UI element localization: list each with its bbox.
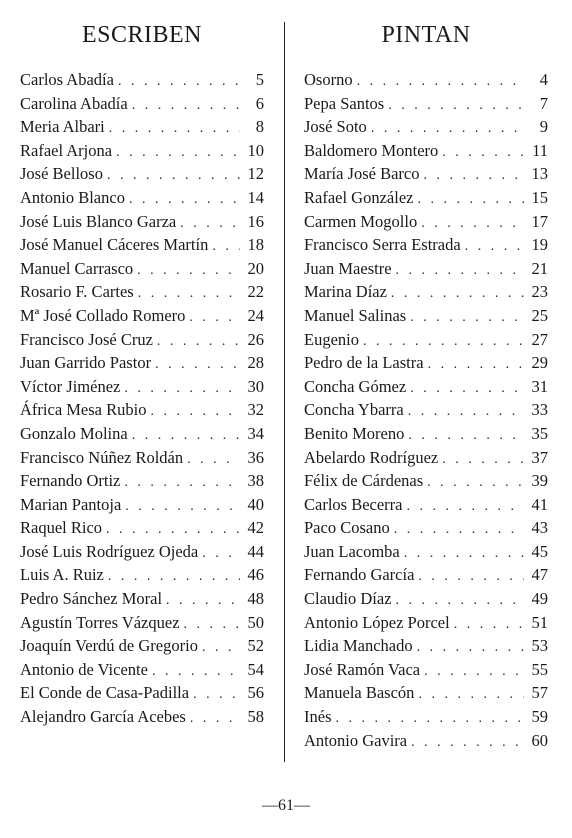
dot-leader [408,428,524,444]
entry-name: Pedro Sánchez Moral [20,589,163,609]
entry-name: José Belloso [20,164,103,184]
entry-page: 12 [247,164,264,184]
entry-name: Fernando Ortiz [20,471,121,491]
entry-name: José Ramón Vaca [304,659,421,679]
entry-name: Juan Lacomba [304,541,400,561]
dot-leader [108,569,240,585]
dot-leader [410,310,524,326]
index-entry [304,141,548,165]
index-entry [304,518,548,542]
dot-leader [417,192,524,208]
entry-page: 40 [247,494,264,514]
entry-page: 33 [531,400,548,420]
entry-page: 35 [531,423,548,443]
dot-leader [155,357,240,373]
entry-page: 57 [531,683,548,703]
entry-page: 25 [531,305,548,325]
dot-leader [394,522,524,538]
entry-name: Luis A. Ruiz [20,565,104,585]
index-entry [304,377,548,401]
index-entry [304,282,548,306]
index-entry [20,683,264,707]
entry-page: 52 [247,636,264,656]
index-entry [304,589,548,613]
index-entry [304,117,548,141]
entry-page: 13 [531,164,548,184]
index-entry [304,164,548,188]
entry-name: Manuel Carrasco [20,258,134,278]
entry-name: Francisco Núñez Roldán [20,447,184,467]
entry-name: Paco Cosano [304,518,390,538]
entry-page: 32 [247,400,264,420]
index-entry [304,353,548,377]
entry-page: 41 [531,494,548,514]
index-entry [304,70,548,94]
dot-leader [421,216,524,232]
entry-page: 26 [247,329,264,349]
entry-page: 48 [247,589,264,609]
dot-leader [391,286,524,302]
index-entry [304,613,548,637]
entry-page: 44 [247,541,264,561]
index-entry [20,94,264,118]
dot-leader [132,98,240,114]
painters-list [304,70,548,754]
index-entry [304,212,548,236]
index-entry [304,707,548,731]
dot-leader [396,263,524,279]
index-entry [20,306,264,330]
entry-name: Víctor Jiménez [20,376,121,396]
index-entry [304,330,548,354]
entry-page: 59 [531,707,548,727]
entry-name: Carlos Becerra [304,494,403,514]
entry-name: Marian Pantoja [20,494,122,514]
entry-name: Eugenio [304,329,359,349]
index-entry [20,589,264,613]
index-entry [20,70,264,94]
entry-page: 23 [531,282,548,302]
index-entry [304,235,548,259]
index-entry [20,259,264,283]
entry-page: 9 [539,117,548,137]
dot-leader [157,334,240,350]
painters-heading: PINTAN [381,22,471,48]
entry-page: 55 [531,659,548,679]
entry-page: 10 [247,140,264,160]
dot-leader [423,168,524,184]
dot-leader [137,263,240,279]
index-entry [304,188,548,212]
dot-leader [417,640,524,656]
dot-leader [396,593,524,609]
dot-leader [442,452,524,468]
index-entry [20,235,264,259]
dot-leader [424,664,524,680]
entry-page: 39 [531,471,548,491]
dot-leader [132,428,240,444]
dot-leader [363,334,524,350]
dot-leader [138,286,240,302]
entry-name: Concha Ybarra [304,400,404,420]
entry-name: Concha Gómez [304,376,407,396]
entry-page: 30 [247,376,264,396]
entry-name: Pedro de la Lastra [304,353,424,373]
entry-name: María José Barco [304,164,420,184]
column-divider [284,22,285,762]
entry-page: 31 [531,376,548,396]
entry-page: 56 [247,683,264,703]
index-entry [20,707,264,731]
writers-list [20,70,264,731]
entry-page: 15 [531,187,548,207]
dot-leader [106,522,240,538]
entry-page: 18 [247,235,264,255]
entry-name: Claudio Díaz [304,589,392,609]
dot-leader [189,310,240,326]
index-entry [304,660,548,684]
entry-name: Fernando García [304,565,415,585]
entry-name: Juan Garrido Pastor [20,353,152,373]
entry-page: 20 [247,258,264,278]
index-entry [304,94,548,118]
index-entry [20,353,264,377]
dot-leader [465,239,524,255]
dot-leader [193,687,240,703]
page-number: —61— [262,797,310,814]
dot-leader [184,617,240,633]
dot-leader [371,121,524,137]
dot-leader [124,475,240,491]
entry-name: Antonio de Vicente [20,659,148,679]
entry-page: 11 [532,140,548,160]
entry-name: José Luis Rodríguez Ojeda [20,541,199,561]
index-entry [20,377,264,401]
index-entry [304,424,548,448]
entry-name: Gonzalo Molina [20,423,128,443]
index-entry [20,164,264,188]
dot-leader [427,475,524,491]
entry-name: Carmen Mogollo [304,211,418,231]
dot-leader [407,499,525,515]
entry-name: Alejandro García Acebes [20,707,186,727]
entry-name: Félix de Cárdenas [304,471,424,491]
index-entry [20,212,264,236]
index-entry [20,518,264,542]
dot-leader [166,593,240,609]
entry-page: 58 [247,707,264,727]
dot-leader [418,687,524,703]
dot-leader [454,617,524,633]
entry-page: 7 [539,93,548,113]
entry-page: 22 [247,282,264,302]
index-entry [20,471,264,495]
entry-page: 46 [247,565,264,585]
index-entry [20,565,264,589]
entry-name: Joaquín Verdú de Gregorio [20,636,198,656]
dot-leader [187,452,240,468]
index-entry [20,424,264,448]
entry-page: 4 [539,70,548,89]
entry-name: Benito Moreno [304,423,405,443]
dot-leader [107,168,240,184]
entry-name: Manuel Salinas [304,305,407,325]
entry-page: 34 [247,423,264,443]
index-entry [304,495,548,519]
index-entry [304,731,548,755]
dot-leader [336,711,525,727]
entry-page: 37 [531,447,548,467]
dot-leader [125,499,240,515]
entry-page: 38 [247,471,264,491]
entry-name: Francisco Serra Estrada [304,235,461,255]
dot-leader [404,546,524,562]
entry-page: 21 [531,258,548,278]
index-entry [304,542,548,566]
entry-page: 36 [247,447,264,467]
entry-name: Raquel Rico [20,518,103,538]
index-entry [304,259,548,283]
dot-leader [410,381,524,397]
entry-name: Juan Maestre [304,258,392,278]
index-entry [304,306,548,330]
entry-page: 14 [247,187,264,207]
index-entry [20,400,264,424]
entry-name: José Manuel Cáceres Martín [20,235,209,255]
entry-page: 5 [255,70,264,89]
entry-page: 8 [255,117,264,137]
entry-page: 28 [247,353,264,373]
entry-name: Mª José Collado Romero [20,305,186,325]
index-entry [20,117,264,141]
dot-leader [442,145,524,161]
entry-name: José Soto [304,117,367,137]
entry-name: Carlos Abadía [20,70,114,89]
entry-page: 54 [247,659,264,679]
index-entry [304,448,548,472]
dot-leader [212,239,240,255]
dot-leader [129,192,240,208]
entry-name: Marina Díaz [304,282,387,302]
entry-page: 53 [531,636,548,656]
entry-name: Meria Albari [20,117,105,137]
index-entry [20,636,264,660]
dot-leader [418,569,524,585]
dot-leader [118,74,240,90]
dot-leader [408,404,524,420]
index-entry [20,141,264,165]
dot-leader [388,98,524,114]
index-entry [20,613,264,637]
entry-name: Inés [304,707,332,727]
entry-name: Antonio Blanco [20,187,125,207]
index-entry [304,636,548,660]
dot-leader [180,216,240,232]
entry-name: El Conde de Casa-Padilla [20,683,190,703]
entry-name: Rafael González [304,187,414,207]
entry-name: Francisco José Cruz [20,329,153,349]
entry-name: Pepa Santos [304,93,385,113]
index-entry [20,330,264,354]
index-entry [304,683,548,707]
dot-leader [190,711,240,727]
entry-name: Manuela Bascón [304,683,415,703]
entry-page: 45 [531,541,548,561]
entry-name: José Luis Blanco Garza [20,211,177,231]
entry-name: Rafael Arjona [20,140,113,160]
dot-leader [428,357,524,373]
entry-name: Baldomero Montero [304,140,439,160]
entry-name: Osorno [304,70,353,89]
index-entry [20,188,264,212]
entry-page: 19 [531,235,548,255]
dot-leader [109,121,240,137]
dot-leader [202,640,240,656]
entry-page: 47 [531,565,548,585]
dot-leader [202,546,240,562]
entry-page: 60 [531,730,548,750]
entry-name: Antonio López Porcel [304,612,450,632]
entry-page: 27 [531,329,548,349]
index-entry [304,400,548,424]
writers-heading: ESCRIBEN [81,22,202,48]
index-entry [304,471,548,495]
dot-leader [411,735,524,751]
dot-leader [116,145,240,161]
entry-page: 24 [247,305,264,325]
dot-leader [124,381,240,397]
entry-page: 6 [255,93,264,113]
entry-page: 50 [247,612,264,632]
entry-name: Abelardo Rodríguez [304,447,439,467]
entry-page: 16 [247,211,264,231]
entry-page: 51 [531,612,548,632]
entry-page: 17 [531,211,548,231]
entry-name: Lidia Manchado [304,636,413,656]
entry-page: 43 [531,518,548,538]
entry-name: Antonio Gavira [304,730,408,750]
entry-name: Agustín Torres Vázquez [20,612,180,632]
index-entry [20,448,264,472]
entry-page: 29 [531,353,548,373]
index-entry [304,565,548,589]
entry-name: África Mesa Rubio [20,400,147,420]
entry-name: Carolina Abadía [20,93,128,113]
dot-leader [150,404,240,420]
entry-page: 49 [531,589,548,609]
index-entry [20,495,264,519]
entry-page: 42 [247,518,264,538]
index-entry [20,660,264,684]
dot-leader [152,664,240,680]
index-entry [20,542,264,566]
index-entry [20,282,264,306]
entry-name: Rosario F. Cartes [20,282,134,302]
dot-leader [357,74,524,90]
